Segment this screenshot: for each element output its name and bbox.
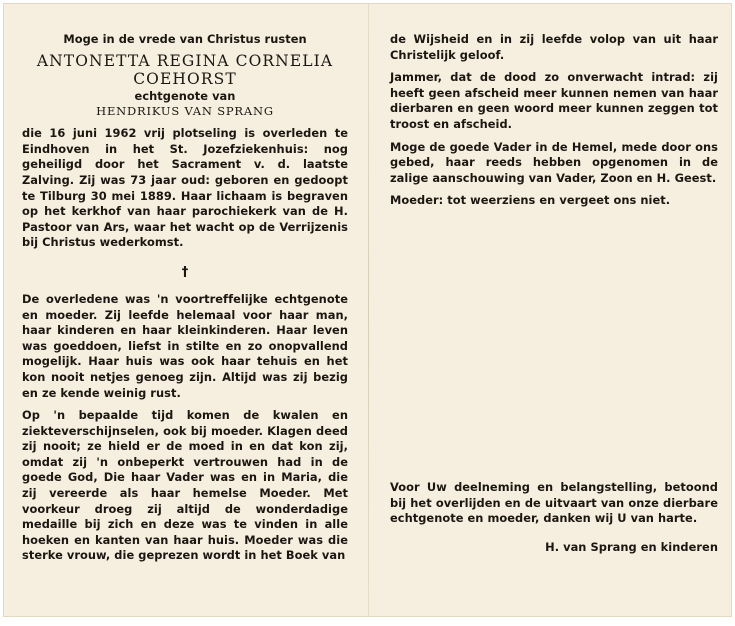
farewell-line: Moeder: tot weerziens en vergeet ons niet. bbox=[390, 193, 671, 208]
spouse-label: echtgenote van bbox=[134, 88, 236, 103]
prayer-paragraph: Moge de goede Vader in de Hemel, mede door ons gebed, haar reeds hebben opgenomen in de zalige aanschouwing van Vader, Zoon en H. Geest. bbox=[390, 139, 718, 185]
spouse-name: HENDRIKUS VAN SPRANG bbox=[96, 104, 274, 119]
signature: H. van Sprang en kinderen bbox=[545, 539, 718, 554]
memorial-card bbox=[4, 4, 731, 616]
regret-paragraph: Jammer, dat de dood zo onverwacht intrad: zij heeft geen afscheid meer kunnen nemen van haar dierbaren en geen woord meer kunnen zeggen tot troost en afscheid. bbox=[390, 70, 718, 131]
life-paragraph: De overledene was 'n voortreffelijke echtgenote en moeder. Zij leefde helemaal voor haar man, haar kinderen en haar kleinkinderen. Haar leven was goeddoen, liefst in stilte en zo onopvallend mogelijk. Haar huis was ook haar tehuis en het kon nooit netjes genoeg zijn. Altijd was zij bezig en ze kende weinig rust. bbox=[22, 291, 348, 400]
illness-paragraph: Op 'n bepaalde tijd komen de kwalen en ziekteverschijnselen, ook bij moeder. Klagen deed zij nooit; ze hield er de moed in en dat kon zij, omdat zij 'n onbeperkt vertrouwen had in de goede God, Die haar Vader was en in Maria, die zij vereerde als haar hemelse Moeder. Met voorkeur droeg zij altijd de wonderdadige medaille bij zich en deze was te vinden in alle hoeken en kanten van haar huis. Moeder was die sterke vrouw, die geprezen wordt in het Boek van bbox=[22, 408, 348, 563]
faith-paragraph: de Wijsheid en in zij leefde volop van uit haar Christelijk geloof. bbox=[390, 32, 718, 62]
intro-line: Moge in de vrede van Christus rusten bbox=[63, 32, 307, 46]
deceased-name-line2: COEHORST bbox=[133, 69, 237, 88]
death-paragraph: die 16 juni 1962 vrij plotseling is overleden te Eindhoven in het St. Jozefziekenhuis: nog geheiligd door het Sacrament v. d. laatste Zalving. Zij was 73 jaar oud: geboren en gedoopt te Tilburg 30 mei 1889. Haar lichaam is begraven op het kerkhof van haar parochiekerk van de H. Pastoor van Ars, waar het wacht op de Verrijzenis bij Christus wederkomst. bbox=[22, 126, 348, 250]
left-page bbox=[22, 32, 348, 564]
card-fold bbox=[368, 4, 369, 616]
cross-icon: † bbox=[181, 264, 189, 280]
right-page bbox=[390, 32, 718, 209]
thanks-paragraph: Voor Uw deelneming en belangstelling, betoond bij het overlijden en de uitvaart van onze dierbare echtgenote en moeder, danken wij U van harte. bbox=[390, 480, 718, 526]
deceased-name-line1: ANTONETTA REGINA CORNELIA bbox=[36, 51, 334, 70]
thanks-block bbox=[390, 480, 718, 555]
